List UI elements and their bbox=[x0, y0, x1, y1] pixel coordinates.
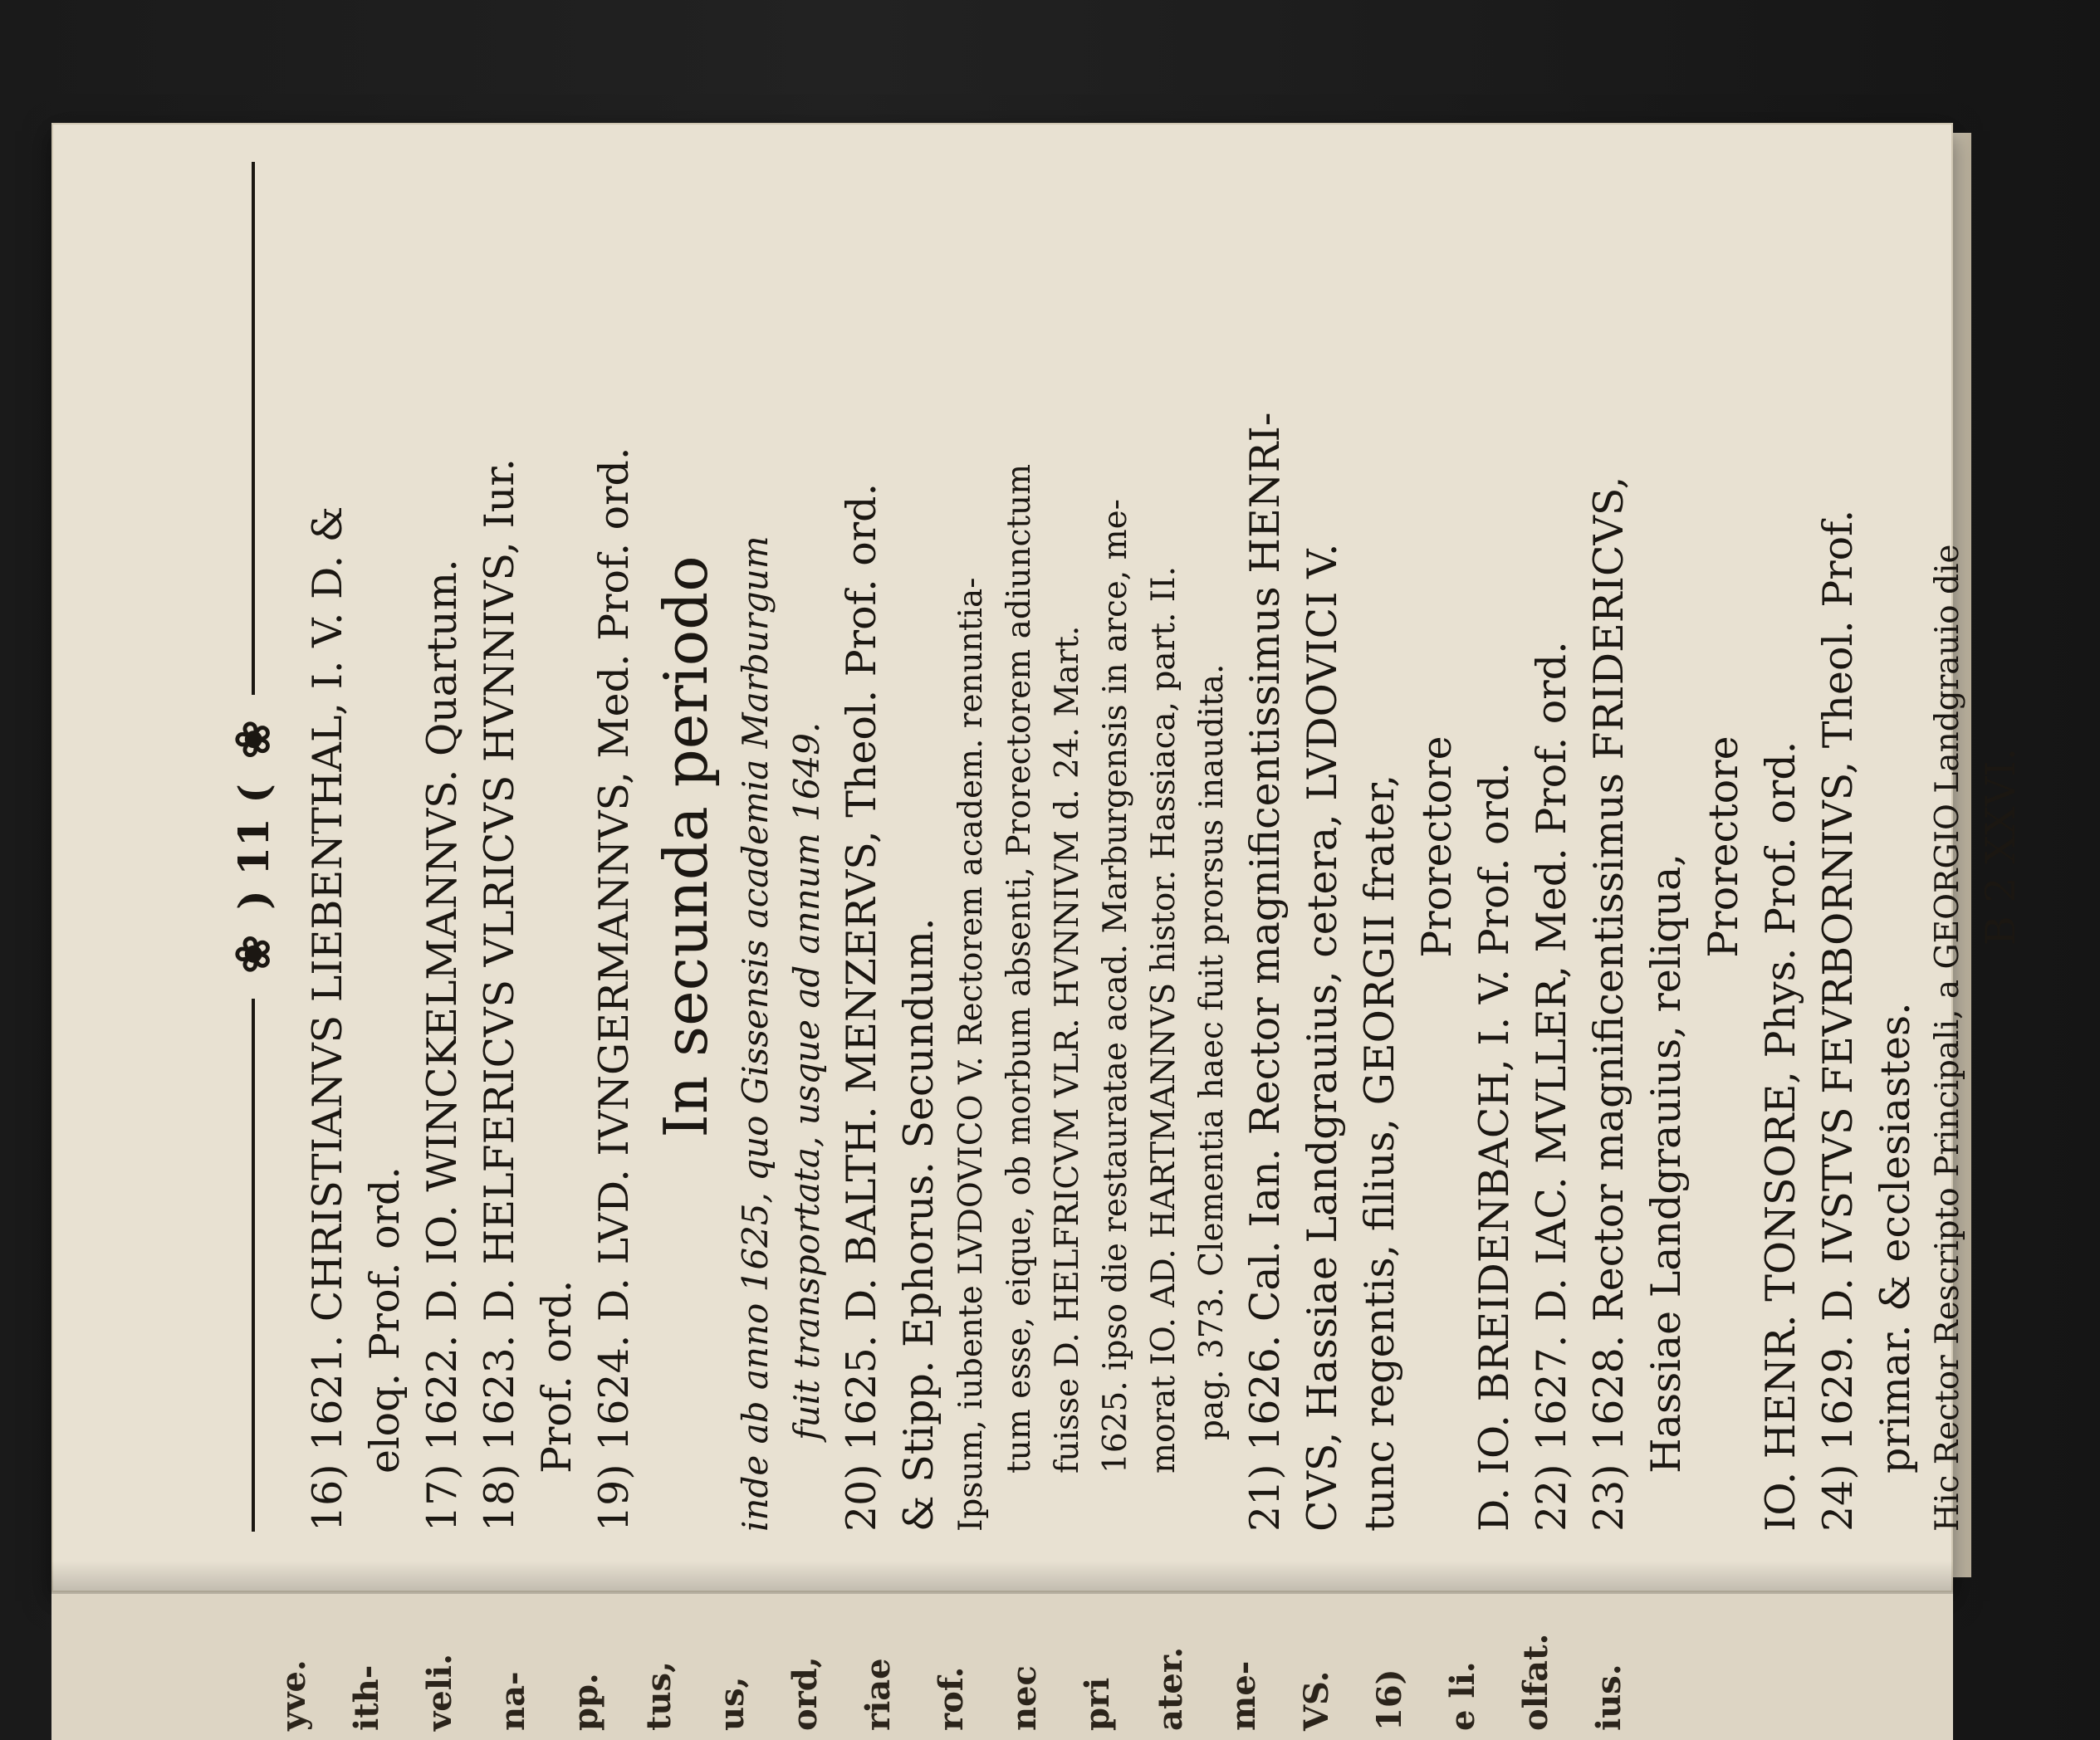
facing-page-fragment: ith- bbox=[347, 1664, 386, 1731]
text-line: fuit transportata, usque ad annum 1649. bbox=[786, 721, 827, 1440]
text-line: Prorectore bbox=[1700, 736, 1747, 958]
text-line: inde ab anno 1625, quo Gissensis academia Marburgum bbox=[735, 535, 776, 1532]
text-line: 24) 1629. D. IVSTVS FEVRBORNIVS, Theol. Prof. bbox=[1814, 509, 1862, 1532]
text-line: tunc regentis, filius, GEORGII frater, bbox=[1356, 774, 1403, 1532]
facing-page-fragment: yve. bbox=[274, 1659, 313, 1731]
facing-page-fragment: ater. bbox=[1151, 1646, 1190, 1731]
facing-page-fragment: veli. bbox=[420, 1653, 459, 1731]
facing-page-fragment: ius. bbox=[1589, 1664, 1628, 1731]
facing-page-fragment: na- bbox=[493, 1671, 532, 1731]
text-line: 17) 1622. D. IO. WINCKELMANNVS. Quartum. bbox=[419, 559, 466, 1532]
header-rule-left bbox=[252, 999, 255, 1532]
text-line: 18) 1623. D. HELFERICVS VLRICVS HVNNIVS, Iur. bbox=[476, 458, 523, 1532]
text-line: eloq. Prof. ord. bbox=[361, 1166, 409, 1474]
text-line: tum esse, eique, ob morbum absenti, Prorectorem adiunctum bbox=[1001, 463, 1038, 1474]
facing-page-fragment: pp. bbox=[566, 1673, 605, 1731]
page-number: ) 11 ( bbox=[228, 784, 278, 910]
text-line: CVS, Hassiae Landgrauius, cetera, LVDOVICI V. bbox=[1299, 543, 1346, 1532]
fold-shadow bbox=[51, 1561, 1953, 1594]
facing-page-fragment: riae bbox=[859, 1658, 898, 1731]
text-line: primar. & ecclesiastes. bbox=[1872, 1002, 1919, 1474]
text-line: 20) 1625. D. BALTH. MENZERVS, Theol. Prof. ord. bbox=[838, 482, 885, 1532]
text-line: fuisse D. HELFRICVM VLR. HVNNIVM d. 24. Mart. bbox=[1049, 625, 1086, 1474]
text-line: 22) 1627. D. IAC. MVLLER, Med. Prof. ord. bbox=[1528, 641, 1575, 1532]
text-line: 21) 1626. Cal. Ian. Rector magnificentissimus HENRI- bbox=[1241, 412, 1289, 1532]
facing-page-fragment: nec bbox=[1005, 1665, 1044, 1731]
facing-page-fragment: rof. bbox=[932, 1666, 971, 1731]
text-line: Ipsum, iubente LVDOVICO V. Rectorem academ. renuntia- bbox=[952, 577, 990, 1532]
text-line: IO. HENR. TONSORE, Phys. Prof. ord. bbox=[1757, 740, 1804, 1532]
facing-page-fragment: e li. bbox=[1443, 1661, 1482, 1731]
text-line: & Stipp. Ephorus. Secundum. bbox=[895, 917, 942, 1532]
text-line: Hic Rector Rescripto Principali, a GEORGIO Landgrauio die bbox=[1929, 544, 1966, 1532]
section-heading: In secunda periodo bbox=[651, 555, 721, 1138]
page-text-block bbox=[208, 162, 2024, 1532]
text-line: 19) 1624. D. LVD. IVNGERMANNVS, Med. Prof. ord. bbox=[590, 447, 638, 1532]
facing-page-fragment: olfat. bbox=[1516, 1633, 1555, 1731]
text-line: pag. 373. Clementia haec fuit prorsus inaudita. bbox=[1193, 663, 1231, 1440]
text-line: D. IO. BREIDENBACH, I. V. Prof. ord. bbox=[1471, 761, 1518, 1532]
header-rule-right bbox=[252, 162, 255, 695]
text-line: B 2 XXVI. bbox=[1977, 747, 2024, 946]
text-line: Prof. ord. bbox=[533, 1279, 580, 1474]
text-line: Hassiae Landgrauius, reliqua, bbox=[1642, 853, 1690, 1474]
flower-ornament-icon: ❀ bbox=[226, 720, 281, 760]
facing-page-fragment: me- bbox=[1224, 1660, 1263, 1731]
flower-ornament-icon: ❀ bbox=[226, 934, 281, 974]
facing-page-fragment: pri bbox=[1078, 1677, 1117, 1731]
text-line: 16) 1621. CHRISTIANVS LIEBENTHAL, I. V. D. & bbox=[304, 506, 351, 1532]
text-line: 23) 1628. Rector magnificentissimus FRIDERICVS, bbox=[1585, 476, 1633, 1532]
running-header bbox=[208, 162, 299, 1532]
text-line: 1625. ipso die restauratae acad. Marburgensis in arce, me- bbox=[1097, 499, 1134, 1474]
facing-page-fragment: 16) bbox=[1370, 1669, 1409, 1731]
facing-page-fragment: tus, bbox=[639, 1660, 678, 1731]
text-line: Prorectore bbox=[1413, 736, 1461, 958]
facing-page-fragment: us, bbox=[712, 1676, 751, 1731]
facing-page bbox=[51, 1592, 1953, 1740]
text-line: morat IO. AD. HARTMANNVS histor. Hassiaca, part. II. bbox=[1145, 566, 1182, 1474]
facing-page-fragment: VS. bbox=[1297, 1670, 1336, 1731]
page-body bbox=[299, 162, 2029, 1532]
facing-page-fragment: ord, bbox=[786, 1656, 825, 1731]
